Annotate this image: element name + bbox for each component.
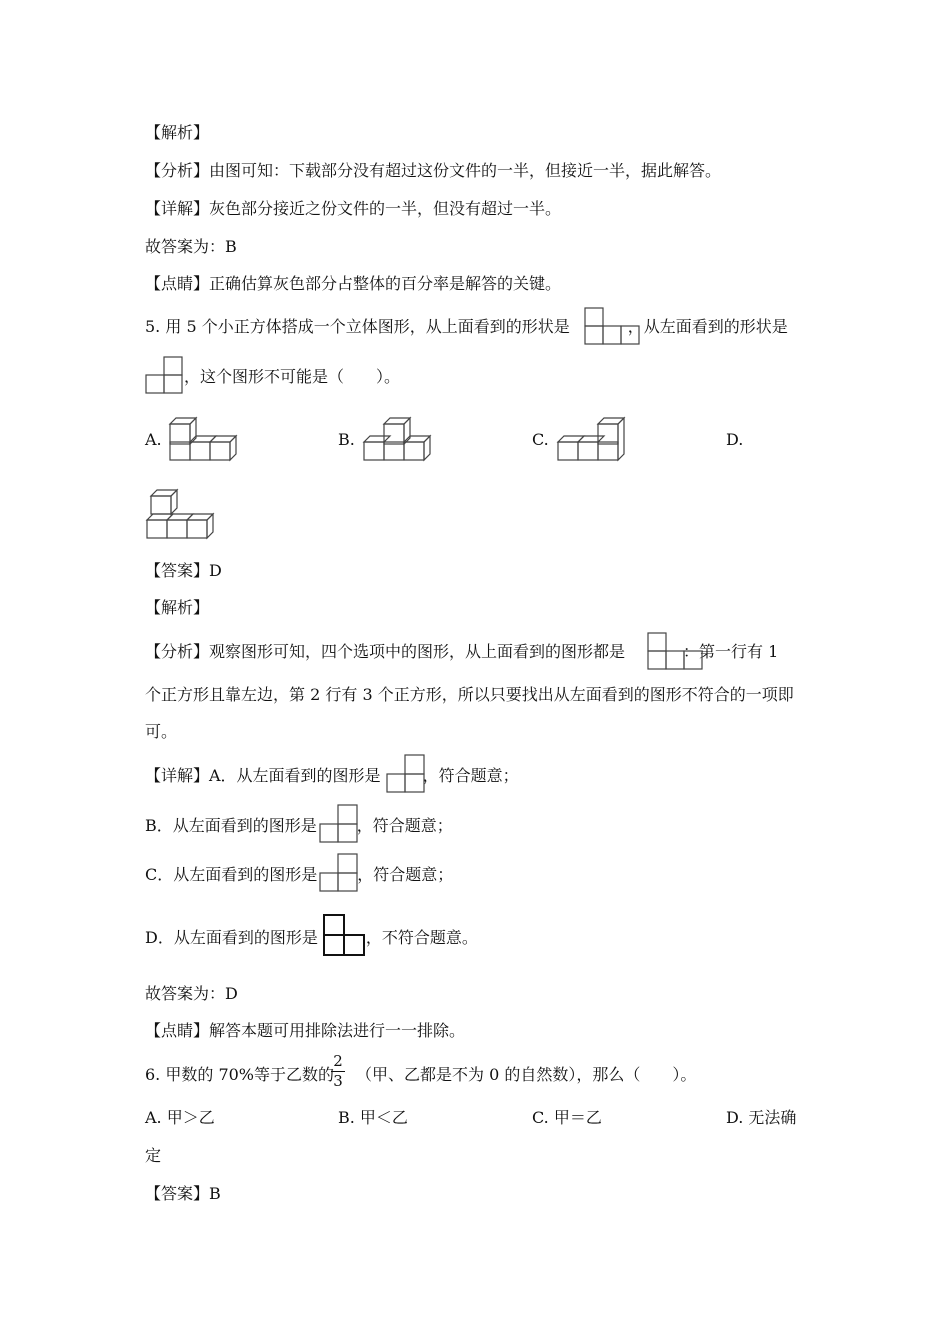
question-5-part2: ，从左面看到的形状是	[627, 317, 788, 336]
detail-c-figure	[319, 853, 359, 893]
section-heading-analysis-5: 【解析】	[145, 598, 210, 617]
analysis-5-line2: 个正方形且靠左边，第 2 行有 3 个正方形，所以只要找出从左面看到的图形不符合的一项即	[145, 685, 794, 704]
key-point-text: 【点睛】正确估算灰色部分占整体的百分率是解答的关键。	[145, 274, 562, 293]
detail-d	[145, 927, 478, 949]
detail-d-result: ，不符合题意。	[365, 928, 478, 947]
option-b-figure	[362, 412, 430, 462]
analysis-top-view-figure	[647, 632, 703, 670]
fraction-numerator: 2	[333, 1052, 343, 1070]
detail-b	[145, 815, 453, 837]
detail-d-text: D．从左面看到的图形是	[145, 928, 318, 947]
detail-text: 【详解】灰色部分接近之份文件的一半，但没有超过一半。	[145, 199, 562, 218]
question-5-text	[145, 316, 788, 338]
key-point-5: 【点睛】解答本题可用排除法进行一一排除。	[145, 1021, 466, 1040]
option-a-label: A.	[145, 430, 162, 449]
detail-b-text: B．从左面看到的图形是	[145, 816, 317, 835]
question-5-part3: ，这个图形不可能是（ ）。	[184, 367, 401, 386]
detail-b-figure	[319, 804, 359, 844]
fraction-two-thirds	[331, 1053, 345, 1090]
left-view-figure	[145, 356, 183, 394]
analysis-text: 【分析】由图可知：下载部分没有超过这份文件的一半，但接近一半，据此解答。	[145, 161, 722, 180]
q6-option-d-continued: 定	[145, 1146, 162, 1165]
fraction-denominator: 3	[333, 1072, 343, 1090]
question-6-part2: （甲、乙都是不为 0 的自然数），那么（ ）。	[356, 1065, 697, 1084]
detail-a-result: ，符合题意；	[422, 766, 519, 785]
top-view-figure	[584, 307, 640, 345]
option-d-figure	[145, 486, 211, 540]
option-d-label: D.	[726, 430, 744, 449]
detail-b-result: ，符合题意；	[356, 816, 453, 835]
option-b-label: B.	[338, 430, 355, 449]
section-heading-analysis: 【解析】	[145, 123, 210, 142]
detail-a-figure	[386, 754, 426, 794]
question-5-part1: 5. 用 5 个小正方体搭成一个立体图形，从上面看到的形状是	[145, 317, 570, 336]
answer-conclusion: 故答案为：B	[145, 237, 237, 256]
answer-5: 【答案】D	[145, 561, 222, 580]
answer-6: 【答案】B	[145, 1184, 221, 1203]
question-6-part1: 6. 甲数的 70%等于乙数的	[145, 1065, 335, 1084]
q6-option-b: B. 甲＜乙	[338, 1108, 408, 1127]
option-c-label: C.	[532, 430, 549, 449]
detail-a-text: 【详解】A．从左面看到的图形是	[145, 766, 381, 785]
q6-option-a: A. 甲＞乙	[145, 1108, 215, 1127]
answer-conclusion-5: 故答案为：D	[145, 984, 238, 1003]
option-c-figure	[556, 412, 624, 462]
detail-a	[145, 765, 519, 787]
detail-c-text: C．从左面看到的图形是	[145, 865, 318, 884]
q6-option-d: D. 无法确	[726, 1108, 797, 1127]
analysis-5-part1: 【分析】观察图形可知，四个选项中的图形，从上面看到的图形都是	[145, 642, 626, 661]
option-a-figure	[168, 412, 234, 462]
detail-d-figure	[323, 914, 367, 958]
question-6-text	[145, 1064, 696, 1086]
detail-c-result: ，符合题意；	[357, 865, 454, 884]
analysis-5-line3: 可。	[145, 722, 178, 741]
detail-c	[145, 864, 453, 886]
analysis-5-part2: ：第一行有 1	[683, 642, 779, 661]
q6-option-c: C. 甲＝乙	[532, 1108, 602, 1127]
